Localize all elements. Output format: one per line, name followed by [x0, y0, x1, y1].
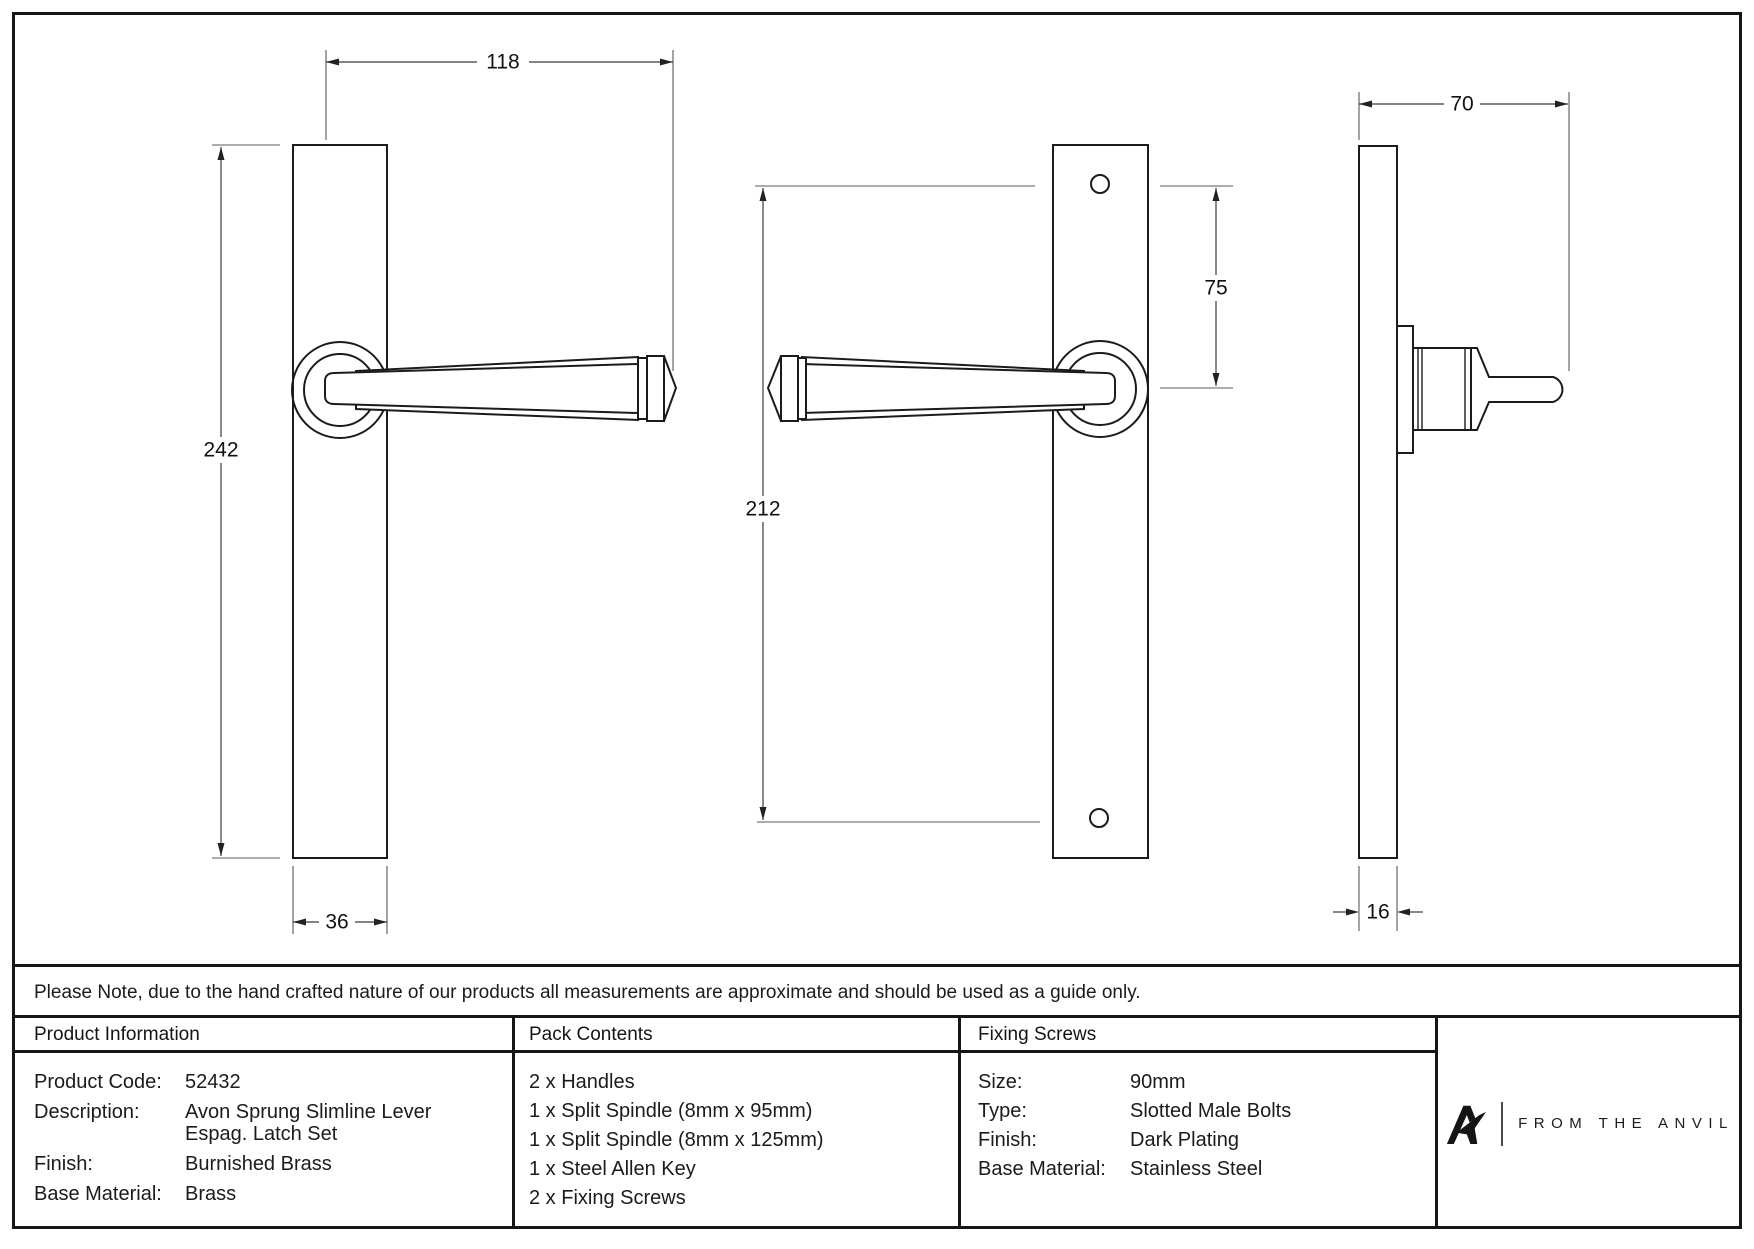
pack-item: 1 x Steel Allen Key [529, 1158, 696, 1180]
base-material-label: Base Material: [34, 1183, 162, 1205]
product-code-row [34, 1071, 504, 1093]
back-lever-collar [798, 358, 806, 419]
back-lever-tip [768, 356, 781, 421]
pack-item: 1 x Split Spindle (8mm x 125mm) [529, 1129, 824, 1151]
dim-front-plate-width [293, 866, 387, 935]
view-front [292, 145, 676, 858]
side-lever [1471, 348, 1562, 430]
dim-label-212: 212 [745, 497, 781, 521]
back-backplate [1053, 145, 1148, 858]
product-code-value: 52432 [185, 1071, 241, 1093]
dim-label-242: 242 [203, 438, 239, 462]
dim-label-75: 75 [1204, 276, 1228, 300]
screw-type-row [978, 1097, 1428, 1126]
pack-item: 2 x Handles [529, 1071, 635, 1093]
front-backplate [293, 145, 387, 858]
screw-type-value: Slotted Male Bolts [1130, 1100, 1292, 1122]
view-back [768, 145, 1148, 858]
screw-finish-row [978, 1126, 1428, 1155]
finish-row [34, 1153, 504, 1175]
front-lever-tip [664, 356, 676, 421]
side-rose [1397, 326, 1413, 453]
brand-name: FROM THE ANVIL [1518, 1115, 1734, 1132]
dim-label-118: 118 [486, 50, 520, 74]
side-backplate [1359, 146, 1397, 858]
screw-size-label: Size: [978, 1071, 1023, 1093]
screw-type-label: Type: [978, 1100, 1027, 1122]
fixing-screws-body [978, 1068, 1428, 1184]
screw-size-value: 90mm [1130, 1071, 1186, 1093]
brand-divider [1501, 1102, 1503, 1146]
note-row-top-border [12, 964, 1742, 967]
table-header-divider [12, 1050, 1438, 1053]
dim-front-plate-height [195, 145, 280, 858]
fixing-screws-header: Fixing Screws [978, 1024, 1097, 1045]
pack-contents-body [529, 1068, 949, 1213]
front-lever-cap [647, 356, 664, 421]
view-side [1359, 146, 1562, 858]
product-code-label: Product Code: [34, 1071, 162, 1093]
pack-contents-header: Pack Contents [529, 1024, 653, 1045]
brand-cell [1438, 1018, 1742, 1229]
dim-label-36: 36 [325, 910, 349, 934]
from-the-anvil-logo-icon [1446, 1102, 1486, 1146]
dim-label-16: 16 [1366, 900, 1390, 924]
dim-label-70: 70 [1450, 92, 1474, 116]
front-lever-collar [638, 358, 647, 419]
description-value: Avon Sprung Slimline Lever Espag. Latch Set [185, 1101, 432, 1145]
pack-item: 2 x Fixing Screws [529, 1187, 686, 1209]
technical-drawing [12, 12, 1742, 964]
screw-size-row [978, 1068, 1428, 1097]
product-information-body [34, 1071, 504, 1213]
finish-label: Finish: [34, 1153, 93, 1175]
back-lever-cap [781, 356, 798, 421]
back-lever-face [802, 364, 1115, 413]
screw-material-value: Stainless Steel [1130, 1158, 1263, 1180]
screw-finish-value: Dark Plating [1130, 1129, 1239, 1151]
table-divider-1 [512, 1015, 515, 1229]
dim-back-hole-spacing [737, 186, 1040, 822]
table-divider-2 [958, 1015, 961, 1229]
finish-value: Burnished Brass [185, 1153, 332, 1175]
screw-material-row [978, 1155, 1428, 1184]
description-label: Description: [34, 1101, 140, 1123]
measurement-note: Please Note, due to the hand crafted nature of our products all measurements are approximate and should be used as a guide only. [34, 982, 1141, 1003]
front-lever-face [325, 364, 638, 413]
product-information-header: Product Information [34, 1024, 200, 1045]
dim-side-plate-thickness [1333, 866, 1423, 931]
dim-back-hole-to-lever [1160, 186, 1234, 388]
screw-finish-label: Finish: [978, 1129, 1037, 1151]
base-material-row [34, 1183, 504, 1205]
pack-item: 1 x Split Spindle (8mm x 95mm) [529, 1100, 813, 1122]
screw-material-label: Base Material: [978, 1158, 1106, 1180]
description-row [34, 1101, 504, 1145]
base-material-value: Brass [185, 1183, 237, 1205]
